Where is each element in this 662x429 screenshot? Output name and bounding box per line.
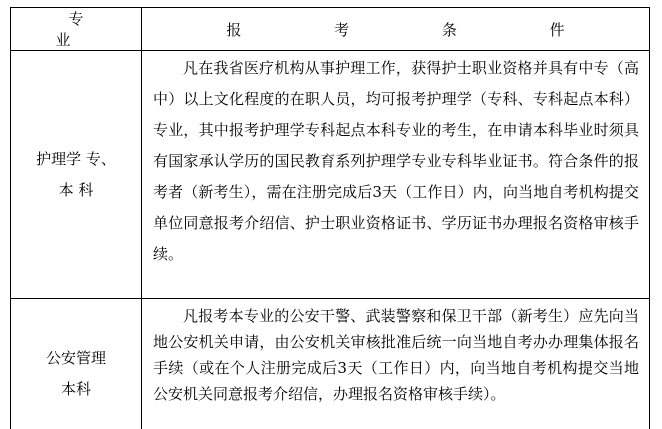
table-row <box>11 51 650 299</box>
header-conditions: 报 考 条 件 <box>142 8 650 51</box>
major-name-line: 公安管理 <box>45 349 106 367</box>
header-major: 专 业 <box>11 8 142 51</box>
conditions-text: 凡报考本专业的公安干警、武装警察和保卫干部（新考生）应先向当地公安机关申请，由公安机关审核批准后统一向当地自考办办理集体报名手续（或在个人注册完成后3天（工作日）内，向当地自考机构提交当地公安机关同意报考介绍信，办理报名资格审核手续）。 <box>153 307 639 403</box>
conditions-cell-public-security <box>142 299 650 429</box>
major-name-line: 护理学 专、 <box>36 149 116 168</box>
major-level-line: 本 科 <box>58 180 94 199</box>
table-header-row <box>11 8 650 51</box>
major-level-line: 本科 <box>60 380 91 398</box>
major-cell-nursing <box>11 51 142 299</box>
conditions-text: 凡在我省医疗机构从事护理工作，获得护士职业资格并具有中专（高中）以上文化程度的在职人员，均可报考护理学（专科、专科起点本科）专业，其中报考护理学专科起点本科专业的考生，在申请本科毕业时须具有国家承认学历的国民教育系列护理学专业专科毕业证书。符合条件的报考者（新考生），需在注册完成后3天（工作日）内，向当地自考机构提交单位同意报考介绍信、护士职业资格证书、学历证书办理报名资格审核手续。 <box>153 59 639 263</box>
requirements-table <box>10 7 650 429</box>
table-row <box>11 299 650 429</box>
conditions-cell-nursing <box>142 51 650 299</box>
major-cell-public-security <box>11 299 142 429</box>
